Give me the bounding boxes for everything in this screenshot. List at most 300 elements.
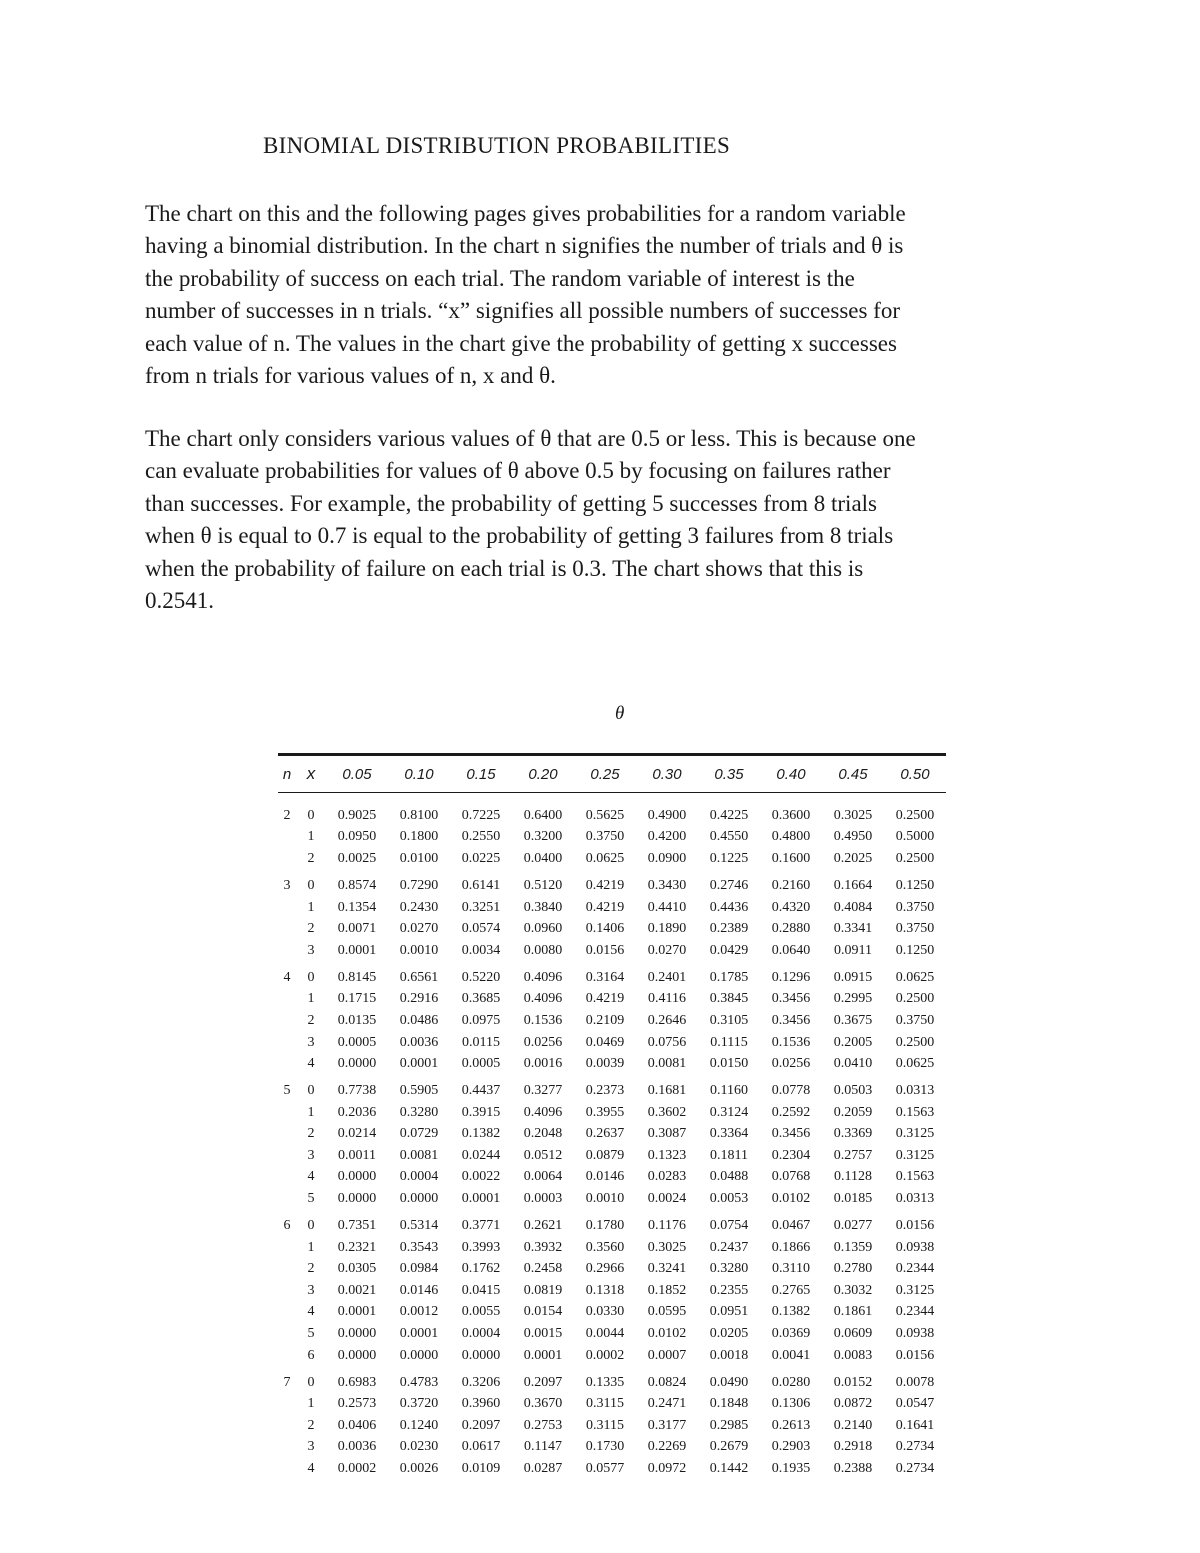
cell-probability: 0.1681 xyxy=(647,1083,687,1099)
cell-n: 2 xyxy=(283,807,291,823)
cell-probability: 0.2637 xyxy=(585,1126,625,1142)
cell-x: 0 xyxy=(307,807,315,823)
table-row xyxy=(278,805,946,827)
cell-probability: 0.0503 xyxy=(833,1083,873,1099)
cell-probability: 0.4096 xyxy=(523,1104,563,1120)
cell-probability: 0.0938 xyxy=(895,1239,935,1255)
cell-probability: 0.3845 xyxy=(709,991,749,1007)
cell-probability: 0.3932 xyxy=(523,1239,563,1255)
cell-probability: 0.3369 xyxy=(833,1126,873,1142)
cell-probability: 0.1318 xyxy=(585,1282,625,1298)
cell-probability: 0.0102 xyxy=(647,1326,687,1342)
table-row xyxy=(278,1032,946,1054)
cell-probability: 0.4219 xyxy=(585,899,625,915)
cell-probability: 0.0490 xyxy=(709,1374,749,1390)
cell-probability: 0.0022 xyxy=(461,1169,501,1185)
binomial-table xyxy=(278,753,946,1485)
cell-probability: 0.2679 xyxy=(709,1439,749,1455)
cell-probability: 0.0010 xyxy=(585,1191,625,1207)
cell-x: 1 xyxy=(307,991,315,1007)
cell-probability: 0.3124 xyxy=(709,1104,749,1120)
cell-probability: 0.2458 xyxy=(523,1261,563,1277)
explanation-paragraph xyxy=(145,423,1070,617)
cell-n: 5 xyxy=(283,1083,291,1099)
cell-probability: 0.3600 xyxy=(771,807,811,823)
cell-probability: 0.0960 xyxy=(523,921,563,937)
cell-probability: 0.2388 xyxy=(833,1460,873,1476)
cell-probability: 0.0369 xyxy=(771,1326,811,1342)
cell-probability: 0.0330 xyxy=(585,1304,625,1320)
cell-probability: 0.3750 xyxy=(895,921,935,937)
cell-probability: 0.2344 xyxy=(895,1261,935,1277)
cell-probability: 0.1715 xyxy=(337,991,377,1007)
header-theta: 0.35 xyxy=(714,765,744,783)
table-row xyxy=(278,1302,946,1324)
cell-probability: 0.8100 xyxy=(399,807,439,823)
cell-probability: 0.2373 xyxy=(585,1083,625,1099)
paragraph-line: having a binomial distribution. In the chart n signifies the number of trials and θ is xyxy=(145,233,904,259)
table-row xyxy=(278,1145,946,1167)
cell-probability: 0.0512 xyxy=(523,1147,563,1163)
cell-probability: 0.3025 xyxy=(647,1239,687,1255)
cell-probability: 0.3364 xyxy=(709,1126,749,1142)
cell-probability: 0.7290 xyxy=(399,877,439,893)
cell-probability: 0.0406 xyxy=(337,1417,377,1433)
cell-probability: 0.2401 xyxy=(647,969,687,985)
cell-probability: 0.0469 xyxy=(585,1034,625,1050)
cell-probability: 0.0625 xyxy=(895,1056,935,1072)
cell-probability: 0.1296 xyxy=(771,969,811,985)
cell-probability: 0.0016 xyxy=(523,1056,563,1072)
cell-probability: 0.0625 xyxy=(895,969,935,985)
cell-probability: 0.3164 xyxy=(585,969,625,985)
cell-probability: 0.0154 xyxy=(523,1304,563,1320)
table-group-n-7 xyxy=(278,1372,946,1480)
cell-probability: 0.0015 xyxy=(523,1326,563,1342)
cell-probability: 0.3032 xyxy=(833,1282,873,1298)
cell-probability: 0.2918 xyxy=(833,1439,873,1455)
cell-probability: 0.2880 xyxy=(771,921,811,937)
header-theta: 0.15 xyxy=(466,765,496,783)
cell-probability: 0.0004 xyxy=(399,1169,439,1185)
cell-probability: 0.0729 xyxy=(399,1126,439,1142)
cell-probability: 0.3750 xyxy=(585,829,625,845)
table-row xyxy=(278,1437,946,1459)
cell-probability: 0.3125 xyxy=(895,1282,935,1298)
cell-probability: 0.1240 xyxy=(399,1417,439,1433)
cell-probability: 0.2765 xyxy=(771,1282,811,1298)
cell-probability: 0.3125 xyxy=(895,1126,935,1142)
cell-x: 3 xyxy=(307,1034,315,1050)
cell-probability: 0.3115 xyxy=(586,1417,624,1433)
cell-probability: 0.1536 xyxy=(523,1012,563,1028)
cell-probability: 0.0270 xyxy=(399,921,439,937)
cell-probability: 0.0064 xyxy=(523,1169,563,1185)
table-row xyxy=(278,1010,946,1032)
cell-probability: 0.2437 xyxy=(709,1239,749,1255)
table-group-n-3 xyxy=(278,875,946,961)
cell-probability: 0.3025 xyxy=(833,807,873,823)
cell-x: 2 xyxy=(307,850,315,866)
cell-probability: 0.2985 xyxy=(709,1417,749,1433)
cell-probability: 0.1335 xyxy=(585,1374,625,1390)
table-row xyxy=(278,1123,946,1145)
table-row xyxy=(278,1053,946,1075)
table-row xyxy=(278,848,946,870)
cell-probability: 0.6983 xyxy=(337,1374,377,1390)
cell-probability: 0.7351 xyxy=(337,1218,377,1234)
cell-probability: 0.3543 xyxy=(399,1239,439,1255)
cell-probability: 0.0005 xyxy=(461,1056,501,1072)
cell-x: 4 xyxy=(307,1169,315,1185)
cell-probability: 0.3750 xyxy=(895,899,935,915)
cell-probability: 0.2573 xyxy=(337,1396,377,1412)
cell-probability: 0.0000 xyxy=(461,1347,501,1363)
table-row xyxy=(278,1415,946,1437)
cell-x: 2 xyxy=(307,1417,315,1433)
cell-probability: 0.0577 xyxy=(585,1460,625,1476)
table-row xyxy=(278,1167,946,1189)
cell-probability: 0.1176 xyxy=(648,1218,686,1234)
cell-probability: 0.4219 xyxy=(585,991,625,1007)
table-row xyxy=(278,1323,946,1345)
cell-probability: 0.2097 xyxy=(523,1374,563,1390)
cell-probability: 0.0080 xyxy=(523,942,563,958)
cell-probability: 0.5314 xyxy=(399,1218,439,1234)
cell-probability: 0.1780 xyxy=(585,1218,625,1234)
cell-probability: 0.7225 xyxy=(461,807,501,823)
cell-x: 3 xyxy=(307,1439,315,1455)
cell-probability: 0.0595 xyxy=(647,1304,687,1320)
cell-probability: 0.4084 xyxy=(833,899,873,915)
cell-probability: 0.0018 xyxy=(709,1347,749,1363)
document-title: BINOMIAL DISTRIBUTION PROBABILITIES xyxy=(263,133,731,158)
cell-probability: 0.0305 xyxy=(337,1261,377,1277)
cell-probability: 0.0146 xyxy=(399,1282,439,1298)
cell-probability: 0.3993 xyxy=(461,1239,501,1255)
cell-probability: 0.0135 xyxy=(337,1012,377,1028)
cell-probability: 0.2269 xyxy=(647,1439,687,1455)
cell-x: 1 xyxy=(307,1104,315,1120)
cell-probability: 0.0109 xyxy=(461,1460,501,1476)
cell-probability: 0.0000 xyxy=(337,1191,377,1207)
cell-probability: 0.1250 xyxy=(895,877,935,893)
table-header-row xyxy=(278,756,946,792)
table-row xyxy=(278,1393,946,1415)
cell-probability: 0.4550 xyxy=(709,829,749,845)
cell-probability: 0.0156 xyxy=(895,1347,935,1363)
cell-probability: 0.1730 xyxy=(585,1439,625,1455)
cell-x: 0 xyxy=(307,877,315,893)
cell-probability: 0.0001 xyxy=(461,1191,501,1207)
cell-probability: 0.1641 xyxy=(895,1417,935,1433)
cell-probability: 0.1306 xyxy=(771,1396,811,1412)
table-group-n-5 xyxy=(278,1080,946,1210)
cell-probability: 0.0000 xyxy=(337,1347,377,1363)
cell-probability: 0.2036 xyxy=(337,1104,377,1120)
cell-probability: 0.3087 xyxy=(647,1126,687,1142)
cell-probability: 0.0024 xyxy=(647,1191,687,1207)
cell-probability: 0.0036 xyxy=(399,1034,439,1050)
cell-probability: 0.2734 xyxy=(895,1460,935,1476)
cell-probability: 0.1442 xyxy=(709,1460,749,1476)
cell-probability: 0.0002 xyxy=(337,1460,377,1476)
table-row xyxy=(278,827,946,849)
paragraph-line: The chart on this and the following pages gives probabilities for a random variable xyxy=(145,201,906,226)
cell-probability: 0.0146 xyxy=(585,1169,625,1185)
cell-probability: 0.2753 xyxy=(523,1417,563,1433)
cell-probability: 0.3125 xyxy=(895,1147,935,1163)
cell-probability: 0.0152 xyxy=(833,1374,873,1390)
cell-probability: 0.5220 xyxy=(461,969,501,985)
cell-x: 4 xyxy=(307,1056,315,1072)
cell-probability: 0.0001 xyxy=(399,1056,439,1072)
header-theta: 0.45 xyxy=(838,765,868,783)
cell-probability: 0.0950 xyxy=(337,829,377,845)
cell-probability: 0.4320 xyxy=(771,899,811,915)
cell-probability: 0.4219 xyxy=(585,877,625,893)
cell-probability: 0.2592 xyxy=(771,1104,811,1120)
cell-probability: 0.0400 xyxy=(523,850,563,866)
cell-probability: 0.2344 xyxy=(895,1304,935,1320)
cell-probability: 0.1563 xyxy=(895,1104,935,1120)
cell-probability: 0.0872 xyxy=(833,1396,873,1412)
cell-probability: 0.0488 xyxy=(709,1169,749,1185)
cell-probability: 0.3602 xyxy=(647,1104,687,1120)
cell-probability: 0.4436 xyxy=(709,899,749,915)
cell-probability: 0.3110 xyxy=(772,1261,810,1277)
cell-n: 7 xyxy=(283,1374,291,1390)
cell-probability: 0.0547 xyxy=(895,1396,935,1412)
table-group-n-2 xyxy=(278,805,946,870)
table-row xyxy=(278,1258,946,1280)
header-theta: 0.20 xyxy=(528,765,558,783)
paragraph-line: The chart only considers various values of θ that are 0.5 or less. This is because one xyxy=(145,426,916,451)
cell-probability: 0.2613 xyxy=(771,1417,811,1433)
cell-probability: 0.1147 xyxy=(524,1439,562,1455)
table-row xyxy=(278,1458,946,1480)
cell-probability: 0.1785 xyxy=(709,969,749,985)
cell-probability: 0.0270 xyxy=(647,942,687,958)
cell-probability: 0.0041 xyxy=(771,1347,811,1363)
cell-probability: 0.3840 xyxy=(523,899,563,915)
cell-probability: 0.0036 xyxy=(337,1439,377,1455)
cell-probability: 0.2304 xyxy=(771,1147,811,1163)
cell-probability: 0.0100 xyxy=(399,850,439,866)
cell-probability: 0.1128 xyxy=(834,1169,872,1185)
cell-probability: 0.0900 xyxy=(647,850,687,866)
cell-probability: 0.3456 xyxy=(771,991,811,1007)
paragraph-line: from n trials for various values of n, x and θ. xyxy=(145,363,556,389)
cell-x: 2 xyxy=(307,1126,315,1142)
cell-probability: 0.3105 xyxy=(709,1012,749,1028)
header-n: n xyxy=(282,765,292,783)
table-row xyxy=(278,897,946,919)
cell-probability: 0.0951 xyxy=(709,1304,749,1320)
cell-probability: 0.3771 xyxy=(461,1218,501,1234)
table-row xyxy=(278,918,946,940)
cell-probability: 0.2500 xyxy=(895,991,935,1007)
cell-probability: 0.0609 xyxy=(833,1326,873,1342)
cell-probability: 0.0000 xyxy=(337,1056,377,1072)
header-theta: 0.25 xyxy=(590,765,620,783)
table-row xyxy=(278,1188,946,1210)
cell-probability: 0.0938 xyxy=(895,1326,935,1342)
table-row xyxy=(278,1345,946,1367)
paragraph-line: can evaluate probabilities for values of θ above 0.5 by focusing on failures rather xyxy=(145,458,891,484)
cell-probability: 0.0156 xyxy=(585,942,625,958)
cell-probability: 0.0000 xyxy=(399,1191,439,1207)
cell-probability: 0.0277 xyxy=(833,1218,873,1234)
cell-probability: 0.0055 xyxy=(461,1304,501,1320)
cell-probability: 0.1563 xyxy=(895,1169,935,1185)
cell-probability: 0.1250 xyxy=(895,942,935,958)
table-group-n-6 xyxy=(278,1215,946,1366)
cell-probability: 0.0005 xyxy=(337,1034,377,1050)
cell-probability: 0.0625 xyxy=(585,850,625,866)
cell-probability: 0.2995 xyxy=(833,991,873,1007)
cell-probability: 0.6400 xyxy=(523,807,563,823)
cell-x: 0 xyxy=(307,1218,315,1234)
cell-probability: 0.3560 xyxy=(585,1239,625,1255)
cell-x: 2 xyxy=(307,1012,315,1028)
cell-probability: 0.3960 xyxy=(461,1396,501,1412)
cell-probability: 0.2471 xyxy=(647,1396,687,1412)
cell-probability: 0.3280 xyxy=(399,1104,439,1120)
cell-probability: 0.2780 xyxy=(833,1261,873,1277)
cell-probability: 0.5000 xyxy=(895,829,935,845)
header-theta: 0.10 xyxy=(404,765,434,783)
cell-probability: 0.0102 xyxy=(771,1191,811,1207)
cell-n: 6 xyxy=(283,1218,291,1234)
cell-x: 4 xyxy=(307,1304,315,1320)
cell-probability: 0.3750 xyxy=(895,1012,935,1028)
cell-probability: 0.4437 xyxy=(461,1083,501,1099)
header-x: x xyxy=(306,764,316,783)
cell-probability: 0.1762 xyxy=(461,1261,501,1277)
cell-probability: 0.0768 xyxy=(771,1169,811,1185)
cell-probability: 0.2903 xyxy=(771,1439,811,1455)
cell-probability: 0.1406 xyxy=(585,921,625,937)
cell-probability: 0.0975 xyxy=(461,1012,501,1028)
cell-x: 1 xyxy=(307,1239,315,1255)
table-row xyxy=(278,1102,946,1124)
cell-probability: 0.0429 xyxy=(709,942,749,958)
cell-probability: 0.5625 xyxy=(585,807,625,823)
cell-probability: 0.0824 xyxy=(647,1374,687,1390)
cell-probability: 0.0000 xyxy=(337,1169,377,1185)
cell-probability: 0.4410 xyxy=(647,899,687,915)
cell-x: 1 xyxy=(307,899,315,915)
cell-probability: 0.8574 xyxy=(337,877,377,893)
cell-probability: 0.2160 xyxy=(771,877,811,893)
cell-probability: 0.2500 xyxy=(895,807,935,823)
cell-x: 2 xyxy=(307,921,315,937)
cell-probability: 0.4116 xyxy=(648,991,686,1007)
cell-probability: 0.5120 xyxy=(523,877,563,893)
cell-probability: 0.0083 xyxy=(833,1347,873,1363)
cell-probability: 0.4096 xyxy=(523,991,563,1007)
cell-probability: 0.3280 xyxy=(709,1261,749,1277)
cell-probability: 0.2109 xyxy=(585,1012,625,1028)
cell-probability: 0.2389 xyxy=(709,921,749,937)
cell-probability: 0.1382 xyxy=(461,1126,501,1142)
cell-probability: 0.0001 xyxy=(523,1347,563,1363)
cell-probability: 0.0756 xyxy=(647,1034,687,1050)
cell-probability: 0.2621 xyxy=(523,1218,563,1234)
cell-x: 1 xyxy=(307,1396,315,1412)
cell-probability: 0.0244 xyxy=(461,1147,501,1163)
cell-probability: 0.0071 xyxy=(337,921,377,937)
cell-probability: 0.3456 xyxy=(771,1012,811,1028)
cell-probability: 0.0034 xyxy=(461,942,501,958)
cell-probability: 0.4225 xyxy=(709,807,749,823)
cell-probability: 0.3177 xyxy=(647,1417,687,1433)
cell-probability: 0.0156 xyxy=(895,1218,935,1234)
cell-probability: 0.0002 xyxy=(585,1347,625,1363)
cell-probability: 0.1382 xyxy=(771,1304,811,1320)
cell-probability: 0.0915 xyxy=(833,969,873,985)
cell-probability: 0.3720 xyxy=(399,1396,439,1412)
theta-axis-label: θ xyxy=(615,703,625,724)
cell-probability: 0.2646 xyxy=(647,1012,687,1028)
cell-probability: 0.0001 xyxy=(337,1304,377,1320)
cell-probability: 0.1354 xyxy=(337,899,377,915)
cell-x: 2 xyxy=(307,1261,315,1277)
cell-probability: 0.2140 xyxy=(833,1417,873,1433)
cell-probability: 0.0150 xyxy=(709,1056,749,1072)
cell-probability: 0.1323 xyxy=(647,1147,687,1163)
cell-probability: 0.0640 xyxy=(771,942,811,958)
cell-probability: 0.0026 xyxy=(399,1460,439,1476)
cell-probability: 0.2734 xyxy=(895,1439,935,1455)
cell-probability: 0.3915 xyxy=(461,1104,501,1120)
cell-probability: 0.2048 xyxy=(523,1126,563,1142)
paragraph-line: each value of n. The values in the chart give the probability of getting x successes xyxy=(145,330,897,356)
cell-probability: 0.0000 xyxy=(337,1326,377,1342)
cell-n: 4 xyxy=(283,969,291,985)
cell-probability: 0.0617 xyxy=(461,1439,501,1455)
cell-x: 5 xyxy=(307,1326,315,1342)
paragraph-line: than successes. For example, the probability of getting 5 successes from 8 trials xyxy=(145,490,877,516)
cell-probability: 0.4800 xyxy=(771,829,811,845)
cell-probability: 0.9025 xyxy=(337,807,377,823)
cell-probability: 0.0778 xyxy=(771,1083,811,1099)
cell-x: 6 xyxy=(307,1347,315,1363)
cell-probability: 0.1664 xyxy=(833,877,873,893)
cell-probability: 0.0115 xyxy=(462,1034,500,1050)
cell-probability: 0.0256 xyxy=(771,1056,811,1072)
cell-probability: 0.1160 xyxy=(710,1083,748,1099)
paragraph-line: the probability of success on each trial. The random variable of interest is the xyxy=(145,265,855,291)
table-row xyxy=(278,989,946,1011)
cell-x: 4 xyxy=(307,1460,315,1476)
cell-probability: 0.0000 xyxy=(399,1347,439,1363)
intro-paragraph xyxy=(145,198,1070,392)
cell-probability: 0.0044 xyxy=(585,1326,625,1342)
cell-probability: 0.0001 xyxy=(399,1326,439,1342)
cell-probability: 0.0410 xyxy=(833,1056,873,1072)
cell-probability: 0.0021 xyxy=(337,1282,377,1298)
cell-probability: 0.0039 xyxy=(585,1056,625,1072)
cell-probability: 0.0313 xyxy=(895,1191,935,1207)
header-theta: 0.05 xyxy=(342,765,372,783)
cell-probability: 0.4783 xyxy=(399,1374,439,1390)
cell-probability: 0.0283 xyxy=(647,1169,687,1185)
cell-probability: 0.1866 xyxy=(771,1239,811,1255)
header-theta: 0.30 xyxy=(652,765,682,783)
cell-probability: 0.0025 xyxy=(337,850,377,866)
